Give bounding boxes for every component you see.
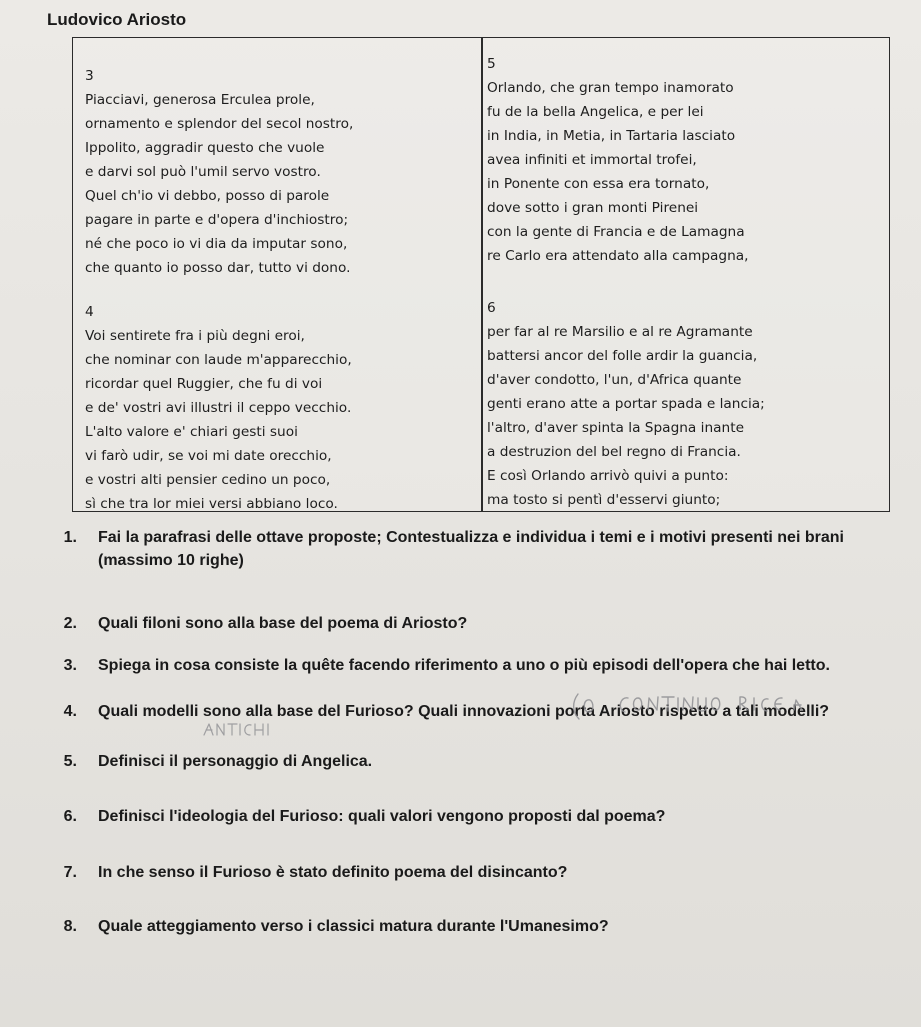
question-4 — [44, 700, 884, 723]
stanza-number: 5 — [487, 56, 496, 72]
verse-line: a destruzion del bel regno di Francia. — [487, 444, 741, 460]
verse-line: avea infiniti et immortal trofei, — [487, 152, 697, 168]
verse-line: genti erano atte a portar spada e lancia; — [487, 396, 765, 412]
verse-line: l'altro, d'aver spinta la Spagna inante — [487, 420, 745, 436]
question-8 — [44, 915, 884, 938]
column-divider — [481, 38, 483, 511]
question-text: In che senso il Furioso è stato definito poema del disincanto? — [98, 864, 568, 881]
verse-line: ricordar quel Ruggier, che fu di voi — [85, 376, 323, 392]
verse-line: Quel ch'io vi debbo, posso di parole — [85, 188, 330, 204]
verse-line: per far al re Marsilio e al re Agramante — [487, 324, 753, 340]
question-number: 4. — [63, 703, 77, 720]
question-text: Quali filoni sono alla base del poema di Ariosto? — [98, 615, 468, 632]
question-6 — [44, 805, 884, 828]
poem-table — [72, 37, 890, 512]
verse-line: d'aver condotto, l'un, d'Africa quante — [487, 372, 742, 388]
verse-line: né che poco io vi dia da imputar sono, — [85, 236, 348, 252]
question-number: 5. — [63, 753, 77, 770]
question-5 — [44, 750, 884, 773]
verse-line: dove sotto i gran monti Pirenei — [487, 200, 699, 216]
stanza-5 — [487, 52, 749, 268]
verse-line: in Ponente con essa era tornato, — [487, 176, 710, 192]
verse-line: in India, in Metia, in Tartaria lasciato — [487, 128, 736, 144]
verse-line: e vostri alti pensier cedino un poco, — [85, 472, 331, 488]
question-7 — [44, 861, 884, 884]
verse-line: Voi sentirete fra i più degni eroi, — [85, 328, 305, 344]
verse-line: che quanto io posso dar, tutto vi dono. — [85, 260, 351, 276]
stanza-6 — [487, 296, 765, 512]
stanza-3 — [85, 64, 353, 280]
verse-line: E così Orlando arrivò quivi a punto: — [487, 468, 729, 484]
verse-line: e de' vostri avi illustri il ceppo vecchio. — [85, 400, 352, 416]
verse-line: pagare in parte e d'opera d'inchiostro; — [85, 212, 349, 228]
question-text: Quale atteggiamento verso i classici matura durante l'Umanesimo? — [98, 918, 609, 935]
question-number: 7. — [63, 864, 77, 881]
verse-line: e darvi sol può l'umil servo vostro. — [85, 164, 321, 180]
stanza-number: 6 — [487, 300, 496, 316]
question-number: 3. — [63, 657, 77, 674]
stanza-number: 3 — [85, 68, 94, 84]
page-title: Ludovico Ariosto — [47, 10, 187, 29]
question-text: Quali modelli sono alla base del Furioso? Quali innovazioni porta Ariosto rispetto a tali modelli? — [98, 703, 830, 720]
verse-line: sì che tra lor miei versi abbiano loco. — [85, 496, 338, 512]
question-text: Definisci l'ideologia del Furioso: quali valori vengono proposti dal poema? — [98, 808, 666, 825]
verse-line: ma tosto si pentì d'esservi giunto; — [487, 492, 721, 508]
verse-line: con la gente di Francia e de Lamagna — [487, 224, 745, 240]
question-text: Fai la parafrasi delle ottave proposte; Contestualizza e individua i temi e i motivi presenti nei brani (massimo 10 righe) — [98, 529, 844, 569]
verse-line: Piacciavi, generosa Erculea prole, — [85, 92, 315, 108]
question-text: Spiega in cosa consiste la quête facendo riferimento a uno o più episodi dell'opera che hai letto. — [98, 657, 830, 674]
verse-line: fu de la bella Angelica, e per lei — [487, 104, 704, 120]
question-3 — [44, 654, 884, 677]
verse-line: che nominar con laude m'apparecchio, — [85, 352, 352, 368]
question-text: Definisci il personaggio di Angelica. — [98, 753, 373, 770]
stanza-4 — [85, 300, 352, 516]
verse-line: vi farò udir, se voi mi date orecchio, — [85, 448, 332, 464]
stanza-number: 4 — [85, 304, 94, 320]
question-2 — [44, 612, 884, 635]
verse-line: battersi ancor del folle ardir la guancia, — [487, 348, 758, 364]
question-number: 8. — [63, 918, 77, 935]
question-number: 2. — [63, 615, 77, 632]
verse-line: Orlando, che gran tempo inamorato — [487, 80, 734, 96]
question-list — [44, 526, 884, 938]
question-number: 6. — [63, 808, 77, 825]
question-1 — [44, 526, 884, 572]
question-number: 1. — [63, 529, 77, 546]
verse-line: re Carlo era attendato alla campagna, — [487, 248, 749, 264]
verse-line: ornamento e splendor del secol nostro, — [85, 116, 354, 132]
verse-line: Ippolito, aggradir questo che vuole — [85, 140, 325, 156]
verse-line: L'alto valore e' chiari gesti suoi — [85, 424, 298, 440]
